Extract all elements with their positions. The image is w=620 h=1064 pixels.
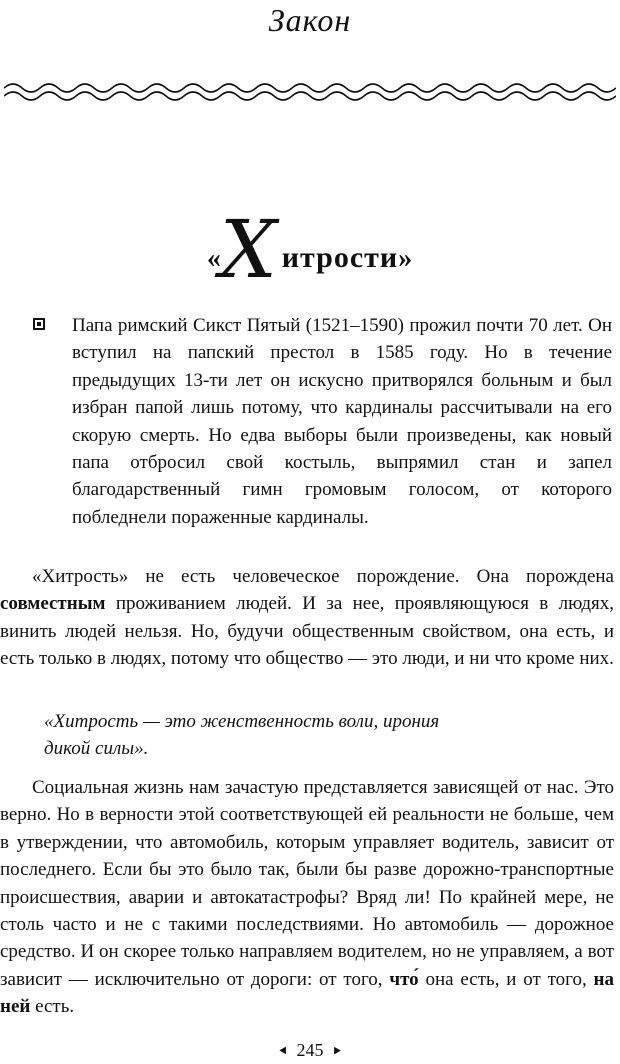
- wavy-rule-ornament: [4, 78, 616, 106]
- running-head-title: Закон: [268, 2, 352, 38]
- page-footer: [0, 1040, 620, 1061]
- epigraph-line-1: «Хитрость — это женственность воли, ирония: [44, 711, 440, 732]
- bold-emphasis: совместным: [0, 593, 106, 615]
- paragraph-text: она есть, и от того,: [418, 968, 594, 990]
- page-number: 245: [296, 1040, 324, 1060]
- body-paragraph-1: [0, 563, 614, 673]
- epigraph-quote: [44, 708, 574, 763]
- anecdote-paragraph: Папа римский Сикст Пятый (1521–1590) прожил почти 70 лет. Он вступил на папский престол в 1585 году. Но в течение предыдущих 13-ти лет он искусно притворялся больным и был избран папой лишь потому, что кардиналы рассчитывали на его скорую смерть. Но едва выборы были произведены, как новый папа отбросил свой костыль, выпрямил стан и запел благодарственный гимн громовым голосом, от которого побледнели пораженные кардиналы.: [72, 315, 612, 528]
- title-drop-initial: Х: [219, 203, 278, 296]
- paragraph-text: «Хитрость» не есть человеческое порождение. Она порождена: [32, 566, 614, 587]
- bold-emphasis: на ней: [0, 968, 614, 1018]
- bold-emphasis: что́: [389, 968, 419, 990]
- title-open-quote: «: [206, 243, 222, 274]
- body-paragraph-2: [0, 774, 614, 1021]
- section-title: [0, 203, 620, 299]
- title-text: итрости: [281, 241, 399, 274]
- square-bullet-icon: [33, 318, 45, 330]
- paragraph-text: Социальная жизнь нам зачастую представляется зависящей от нас. Это верно. Но в верности этой соответствующей ей реальности не больше, чем в утверждении, что автомобиль, которым управляет водитель, зависит от последнего. Если бы это было так, были бы разве дорожно-транспортные происшествия, аварии и автокатастрофы? Вряд ли! По крайней мере, не столь часто и не с такими последствиями. Но автомобиль — дорожное средство. И он скорее только направляем водителем, но не управляем, а вот зависит — исключительно от дороги: от того,: [0, 777, 614, 990]
- paragraph-text: проживанием людей. И за нее, проявляющуюся в людях, винить людей нельзя. Но, будучи общественным свойством, она есть, и есть только в людях, потому что общество — это люди, и ни что кроме них.: [0, 593, 614, 670]
- paragraph-text: есть.: [30, 996, 75, 1018]
- title-close-quote: »: [398, 243, 414, 274]
- left-arrow-icon: ⯇: [277, 1044, 289, 1060]
- epigraph-line-2: дикой силы».: [44, 738, 149, 760]
- right-arrow-icon: ⯈: [331, 1044, 343, 1060]
